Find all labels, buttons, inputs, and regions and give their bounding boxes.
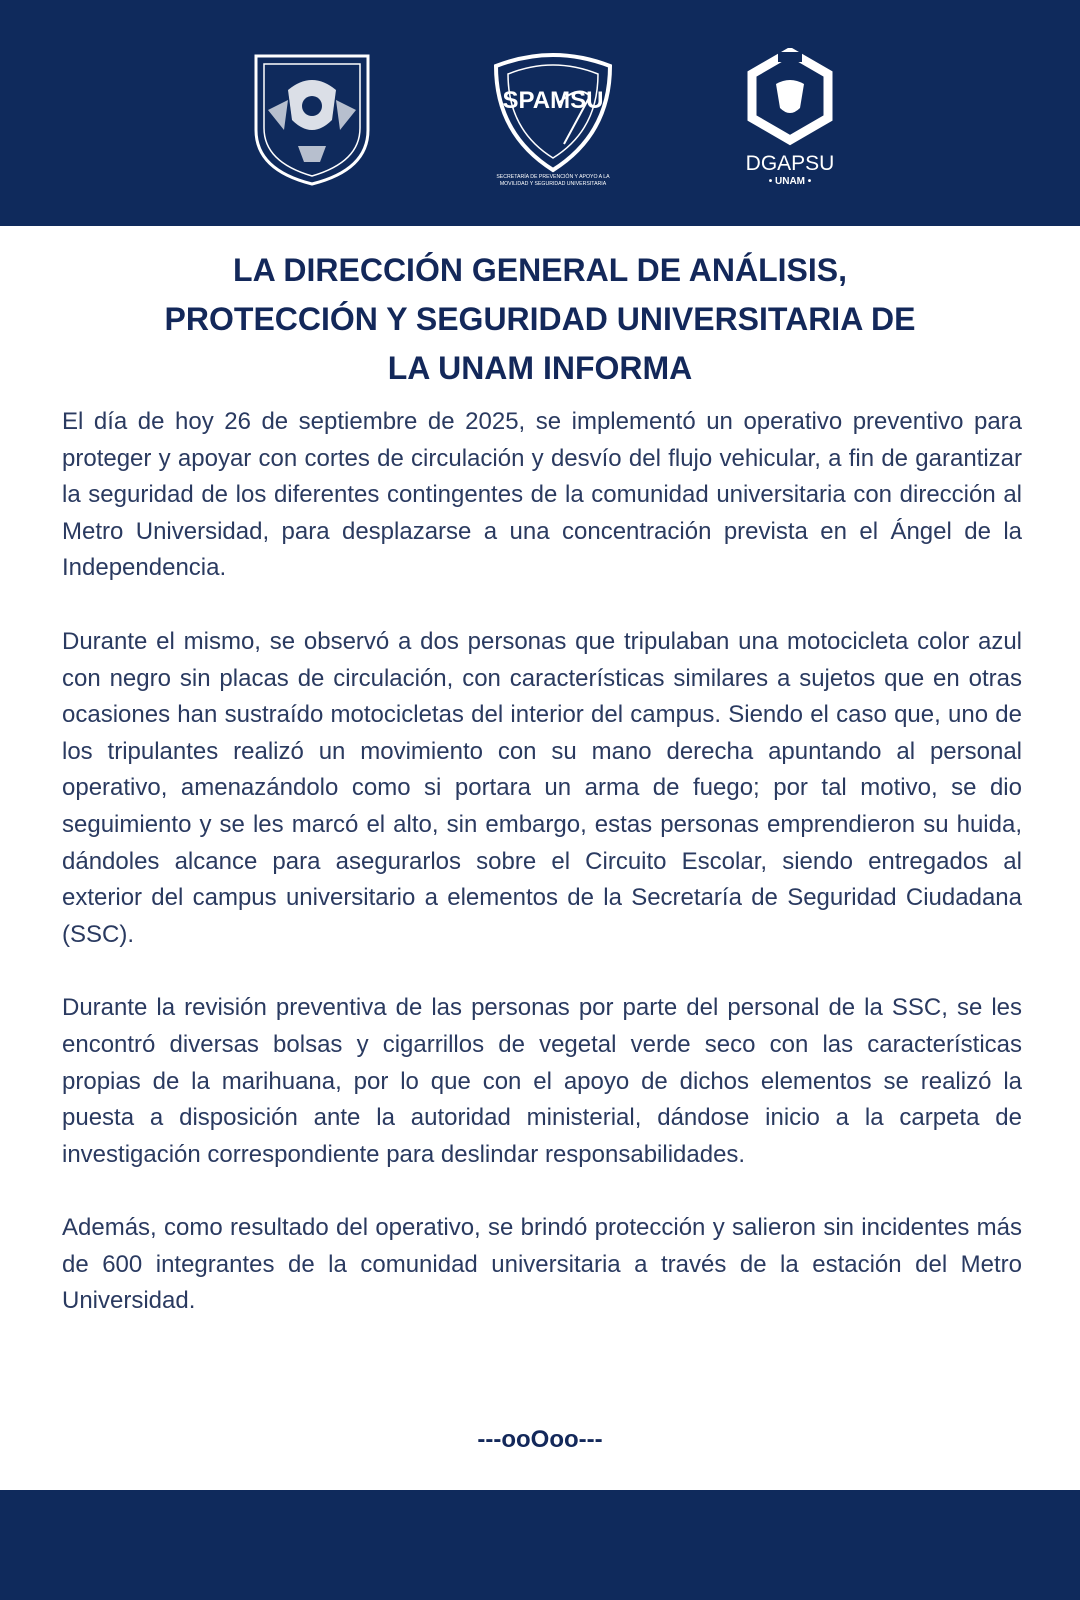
paragraph-3: Durante la revisión preventiva de las personas por parte del personal de la SSC, se les encontró diversas bolsas y cigarrillos de vegetal verde seco con las características propias de la marihuana, por lo que con el apoyo de dichos elementos se realizó la puesta a disposición ante la autoridad ministerial, dándose inicio a la carpeta de investigación correspondiente para deslindar responsabilidades. — [62, 994, 1022, 1168]
title-line-2: PROTECCIÓN Y SEGURIDAD UNIVERSITARIA DE — [164, 301, 916, 337]
footer-banner — [0, 1490, 1080, 1600]
title-line-1: LA DIRECCIÓN GENERAL DE ANÁLISIS, — [233, 252, 847, 288]
dgapsu-logo-text: DGAPSU — [745, 152, 835, 175]
header-banner — [0, 0, 1080, 226]
spamsu-shield-icon — [478, 44, 628, 194]
paragraph-4: Además, como resultado del operativo, se brindó protección y salieron sin incidentes más de 600 integrantes de la comunidad universitaria a través de la estación del Metro Universidad. — [62, 1214, 1022, 1315]
paragraph-2: Durante el mismo, se observó a dos personas que tripulaban una motocicleta color azul con negro sin placas de circulación, con características similares a sujetos que en otras ocasiones han sustraído motocicletas del interior del campus. Siendo el caso que, uno de los tripulantes realizó un movimiento con su mano derecha apuntando al personal operativo, amenazándolo como si portara un arma de fuego; por tal motivo, se dio seguimiento y se les marcó el alto, sin embargo, estas personas emprendieron su huida, dándoles alcance para asegurarlos sobre el Circuito Escolar, siendo entregados al exterior del campus universitario a elementos de la Secretaría de Seguridad Ciudadana (SSC). — [62, 627, 1022, 948]
paragraph-1: El día de hoy 26 de septiembre de 2025, se implementó un operativo preventivo para proteger y apoyar con cortes de circulación y desvío del flujo vehicular, a fin de garantizar la seguridad de los diferentes contingentes de la comunidad universitaria con dirección al Metro Universidad, para desplazarse a una concentración prevista en el Ángel de la Independencia. — [62, 408, 1022, 582]
statement-body — [62, 404, 1022, 1357]
dgapsu-logo-icon — [730, 48, 850, 188]
title-line-3: LA UNAM INFORMA — [387, 350, 693, 386]
dgapsu-subtext: • UNAM • — [768, 176, 812, 187]
spamsu-subtext-2: MOVILIDAD Y SEGURIDAD UNIVERSITARIA — [499, 181, 607, 187]
spamsu-logo-text: SPAMSU — [502, 87, 604, 114]
page-title — [90, 246, 990, 393]
unam-shield-icon — [248, 50, 376, 188]
spamsu-subtext-1: SECRETARÍA DE PREVENCIÓN Y APOYO A LA — [496, 174, 610, 180]
closing-mark: ---ooOoo--- — [477, 1426, 603, 1453]
